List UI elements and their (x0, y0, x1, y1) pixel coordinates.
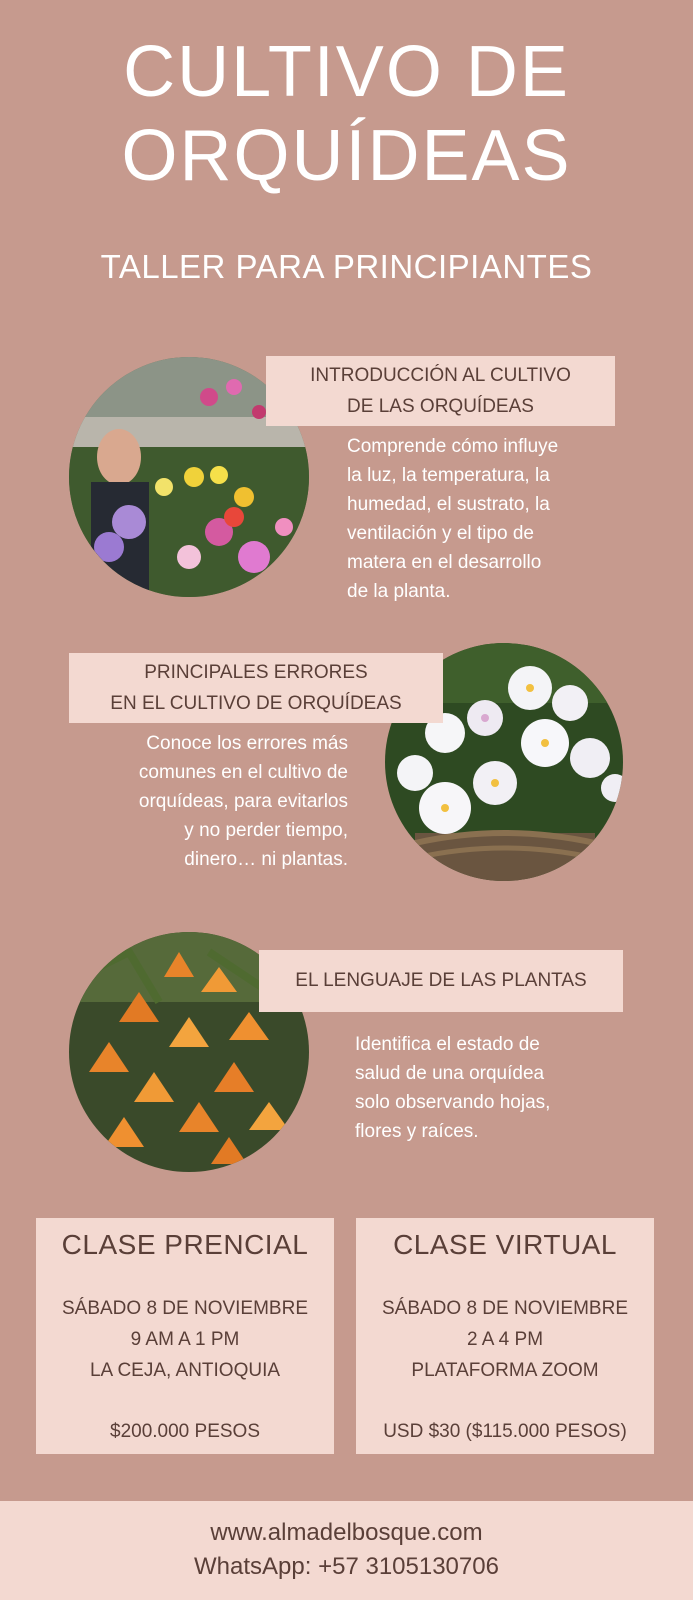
virtual-class-card (356, 1218, 654, 1454)
section-3-heading-line-1: EL LENGUAJE DE LAS PLANTAS (295, 970, 587, 991)
virtual-class-price: USD $30 ($115.000 PESOS) (383, 1421, 627, 1442)
section-1-heading-line-2: DE LAS ORQUÍDEAS (347, 396, 534, 417)
in-person-class-place: LA CEJA, ANTIOQUIA (89, 1360, 281, 1381)
section-3-text-line: solo observando hojas, (355, 1092, 551, 1113)
section-1-heading-line-1: INTRODUCCIÓN AL CULTIVO (310, 365, 571, 386)
section-2-description (78, 729, 348, 874)
in-person-class-price: $200.000 PESOS (110, 1421, 260, 1442)
in-person-class-date: SÁBADO 8 DE NOVIEMBRE (61, 1298, 308, 1319)
whatsapp-contact[interactable]: WhatsApp: +57 3105130706 (194, 1553, 499, 1580)
section-2-text-line: orquídeas, para evitarlos (138, 791, 348, 812)
section-1-text-line: ventilación y el tipo de (347, 523, 534, 544)
section-1-text-line: matera en el desarrollo (347, 552, 542, 573)
section-3-text-line: salud de una orquídea (355, 1063, 545, 1084)
section-1-description (347, 432, 627, 606)
section-1-text-line: la luz, la temperatura, la (347, 465, 550, 486)
website-link[interactable]: www.almadelbosque.com (210, 1519, 483, 1546)
in-person-class-time: 9 AM A 1 PM (130, 1329, 240, 1350)
section-1-text-line: humedad, el sustrato, la (347, 494, 550, 515)
section-3-text-line: flores y raíces. (355, 1121, 479, 1142)
in-person-class-title: CLASE PRENCIAL (61, 1229, 309, 1260)
section-1-heading (266, 356, 615, 426)
page-title (0, 30, 693, 198)
title-line-1: CULTIVO DE (123, 32, 570, 112)
section-1-text-line: de la planta. (347, 581, 451, 602)
section-1-text-line: Comprende cómo influye (347, 436, 559, 457)
virtual-class-time: 2 A 4 PM (466, 1329, 544, 1350)
virtual-class-place: PLATAFORMA ZOOM (411, 1360, 599, 1381)
title-line-2: ORQUÍDEAS (121, 116, 572, 196)
page-subtitle: TALLER PARA PRINCIPIANTES (100, 248, 593, 285)
section-3-description (355, 1030, 625, 1146)
virtual-class-title: CLASE VIRTUAL (393, 1229, 617, 1260)
section-3-text-line: Identifica el estado de (355, 1034, 540, 1055)
footer (0, 1501, 693, 1600)
section-2-heading (69, 653, 443, 723)
section-2-text-line: comunes en el cultivo de (138, 762, 348, 783)
section-3-heading (259, 950, 623, 1012)
section-2-text-line: y no perder tiempo, (184, 820, 348, 841)
section-2-text-line: Conoce los errores más (146, 733, 348, 754)
section-2-text-line: dinero… ni plantas. (184, 849, 348, 870)
section-2-heading-line-1: PRINCIPALES ERRORES (144, 662, 368, 683)
section-2-heading-line-2: EN EL CULTIVO DE ORQUÍDEAS (110, 693, 402, 714)
virtual-class-date: SÁBADO 8 DE NOVIEMBRE (381, 1298, 628, 1319)
in-person-class-card (36, 1218, 334, 1454)
